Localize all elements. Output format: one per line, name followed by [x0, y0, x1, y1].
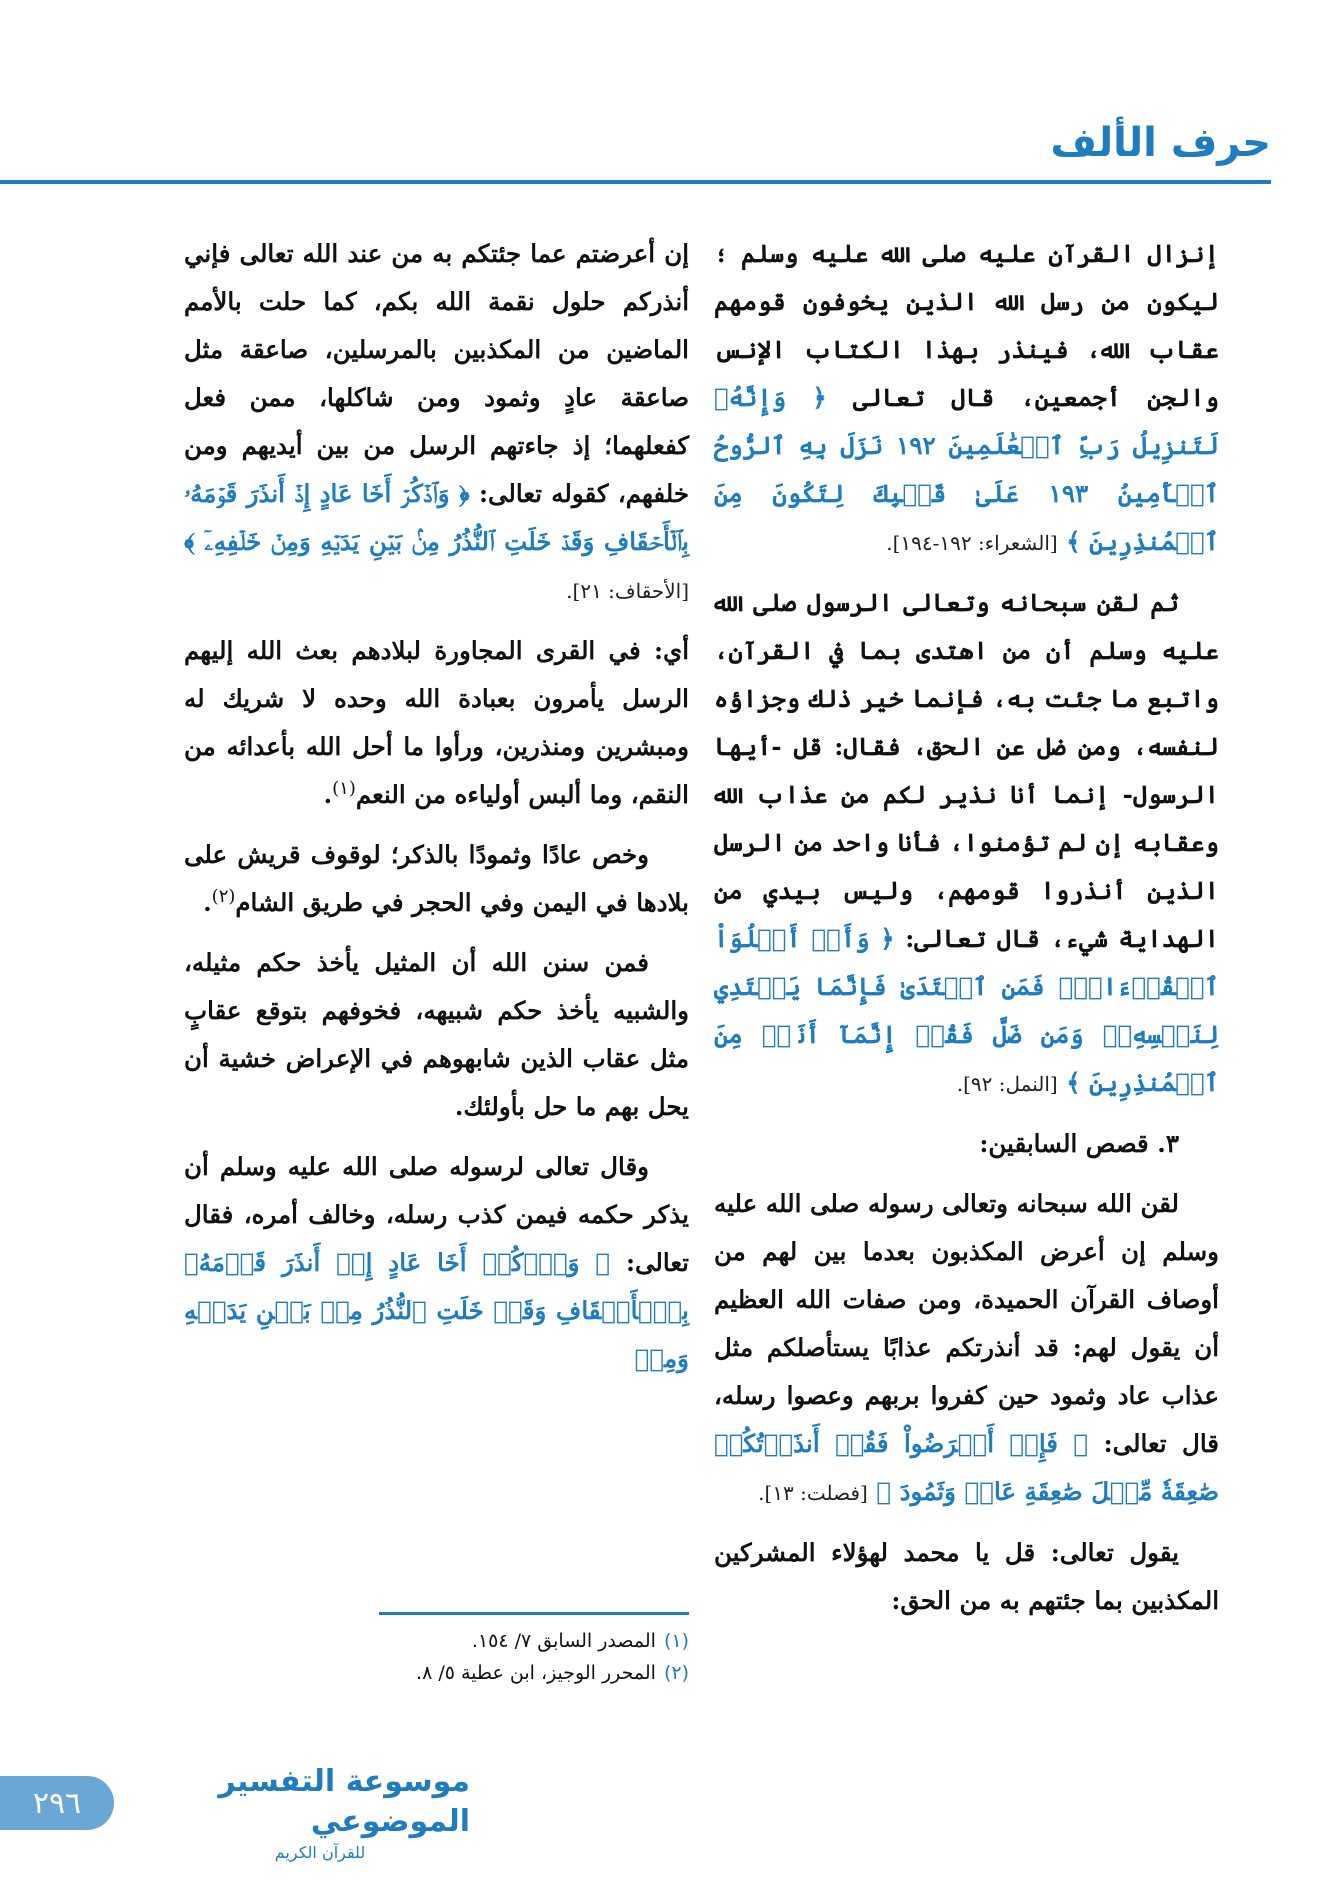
- paragraph: وخص عادًا وثمودًا بالذكر؛ لوقوف قريش على بلادها في اليمن وفي الحجر في طريق الشام$^{(٢)}$.: [184, 840, 689, 917]
- paragraph-text: إن أعرضتم عما جئتكم به من عند الله تعالى فإني أنذركم حلول نقمة الله بكم، كما حلت بالأمم الماضين من المكذبين بالمرسلين، صاعقة مثل صاعقة عادٍ وثمود ومن شاكلها، ممن فعل كفعلهما؛ إذ جاءتهم الرسل من بين أيديهم ومن خلفهم، كقوله تعالى:: [184, 239, 690, 508]
- quran-verse: ﴿ وَٱذۡكُرۡ أَخَا عَادٍ إِذۡ أَنذَرَ قَوۡمَهُۥ بِٱلۡأَحۡقَافِ وَقَدۡ خَلَتِ ٱلنُّذُرُ مِنۢ بَيۡنِ يَدَيۡهِ وَمِنۡ خَلۡفِهِۦٓ ﴾: [184, 479, 689, 556]
- chapter-title: حرف الألف: [1050, 120, 1271, 166]
- verse-reference: [الشعراء: ١٩٢-١٩٤].: [886, 531, 1058, 555]
- verse-reference: [النمل: ٩٢].: [956, 1072, 1058, 1096]
- verse-reference: [فصلت: ١٣].: [758, 1481, 868, 1505]
- paragraph-text: لقن الله سبحانه وتعالى رسوله صلى الله عليه وسلم إن أعرض المكذبون بعدما بين لهم من أوصاف القرآن الحميدة، ومن صفات الله العظيم أن يقول لهم: قد أنذرتكم عذابًا يستأصلكم مثل عذاب عاد وثمود حين كفروا بربهم وعصوا رسله، قال تعالى:: [714, 1189, 1219, 1458]
- paragraph: فمن سنن الله أن المثيل يأخذ حكم مثيله، والشبيه يأخذ حكم شبيهه، فخوفهم بتوقع عقابٍ مثل عقاب الذين شابهوهم في الإعراض خشية أن يحل بهم ما حل بأولئك.: [184, 948, 689, 1121]
- paragraph: [714, 230, 1219, 567]
- footnote-number: (٢): [663, 1662, 689, 1684]
- paragraph-text: ثم لقن سبحانه وتعالى الرسول صلى الله عليه وسلم أن من اهتدى بما في القرآن، واتبع ما جئت به، فإنما خير ذلك وجزاؤه لنفسه، ومن ضل عن الحق، فقال: قل -أيها الرسول- إنما أنا نذير لكم من عذاب الله وعقابه إن لم تؤمنوا، فأنا واحد من الرسل الذين أنذروا قومهم، وليس بيدي من الهداية شيء، قال تعالى:: [714, 588, 1220, 953]
- quran-verse: ﴿ فَإِنۡ أَعۡرَضُواْ فَقُلۡ أَنذَرۡتُكُمۡ صَٰعِقَةٗ مِّثۡلَ صَٰعِقَةِ عَادٖ وَثَمُودَ ﴾: [714, 1429, 1219, 1506]
- footnote-marker[interactable]: (٢): [211, 885, 236, 907]
- paragraph-text: وخص عادًا وثمودًا بالذكر؛ لوقوف قريش على بلادها في اليمن وفي الحجر في طريق الشام: [184, 840, 689, 917]
- footnote-marker[interactable]: (١): [332, 777, 356, 799]
- paragraph-text: وقال تعالى لرسوله صلى الله عليه وسلم أن يذكر حكمه فيمن كذب رسله، وخالف أمره، فقال تعالى:: [184, 1152, 690, 1277]
- right-column: [714, 230, 1219, 1637]
- footnote: [184, 1657, 689, 1689]
- paragraph: [184, 230, 689, 615]
- quran-verse: ﴿ وَإِنَّهُۥ لَتَنزِيلُ رَبِّ ٱلۡعَٰلَمِينَ ١٩٢ نَزَلَ بِهِ ٱلرُّوحُ ٱلۡأَمِينُ ١٩٣ عَلَىٰ قَلۡبِكَ لِتَكُونَ مِنَ ٱلۡمُنذِرِينَ ﴾: [714, 383, 1219, 556]
- paragraph: أي: في القرى المجاورة لبلادهم بعث الله إليهم الرسل يأمرون بعبادة الله وحده لا شريك له ومبشرين ومنذرين، ورأوا ما أحل الله بأعدائه من النقم، وما ألبس أولياءه من النعم$^{(١)}$.: [184, 636, 689, 809]
- paragraph: يقول تعالى: قل يا محمد لهؤلاء المشركين المكذبين بما جئتهم به من الحق:: [714, 1538, 1219, 1615]
- verse-reference: [الأحقاف: ٢١].: [566, 579, 689, 603]
- footnote-number: (١): [663, 1630, 689, 1652]
- logo-title: موسوعة التفسير الموضوعي: [218, 1764, 470, 1839]
- paragraph: [714, 1180, 1219, 1517]
- footnote-text: المصدر السابق ٧/ ١٥٤.: [471, 1630, 656, 1652]
- page-number: ٢٩٦: [0, 1776, 114, 1830]
- logo-subtitle: للقرآن الكريم: [274, 1843, 366, 1862]
- paragraph-text: إنزال القرآن عليه صلى الله عليه وسلم ؛ ليكون من رسل الله الذين يخوفون قومهم عقاب الله، فينذر بهذا الكتاب الإنس والجن أجمعين، قال تعالى: [714, 239, 1219, 412]
- header-divider: [0, 180, 1271, 184]
- paragraph: [184, 1143, 689, 1383]
- footnotes: [184, 1625, 689, 1689]
- paragraph-text: أي: في القرى المجاورة لبلادهم بعث الله إليهم الرسل يأمرون بعبادة الله وحده لا شريك له ومبشرين ومنذرين، ورأوا ما أحل الله بأعدائه من النقم، وما ألبس أولياءه من النعم: [184, 636, 689, 809]
- encyclopedia-logo: [170, 1764, 470, 1862]
- quran-verse: ﴿ وَٱذۡكُرۡ أَخَا عَادٍ إِذۡ أَنذَرَ قَوۡمَهُۥ بِٱلۡأَحۡقَافِ وَقَدۡ خَلَتِ ٱلنُّذُرُ مِنۢ بَيۡنِ يَدَيۡهِ وَمِنۡ: [184, 1248, 689, 1373]
- footnote-text: المحرر الوجيز، ابن عطية ٥/ ٨.: [416, 1662, 656, 1684]
- footnote: [184, 1625, 689, 1657]
- footnote-divider: [379, 1612, 689, 1615]
- left-column: [184, 230, 689, 1395]
- quran-verse: ﴿ وَأَنۡ أَتۡلُوَاْ ٱلۡقُرۡءَانَۖ فَمَنِ ٱهۡتَدَىٰ فَإِنَّمَا يَهۡتَدِي لِنَفۡسِهِۦۖ وَمَن ضَلَّ فَقُلۡ إِنَّمَآ أَنَا۠ مِنَ ٱلۡمُنذِرِينَ ﴾: [714, 924, 1219, 1097]
- paragraph: [714, 579, 1219, 1108]
- section-heading: ٣. قصص السابقين:: [979, 1129, 1179, 1158]
